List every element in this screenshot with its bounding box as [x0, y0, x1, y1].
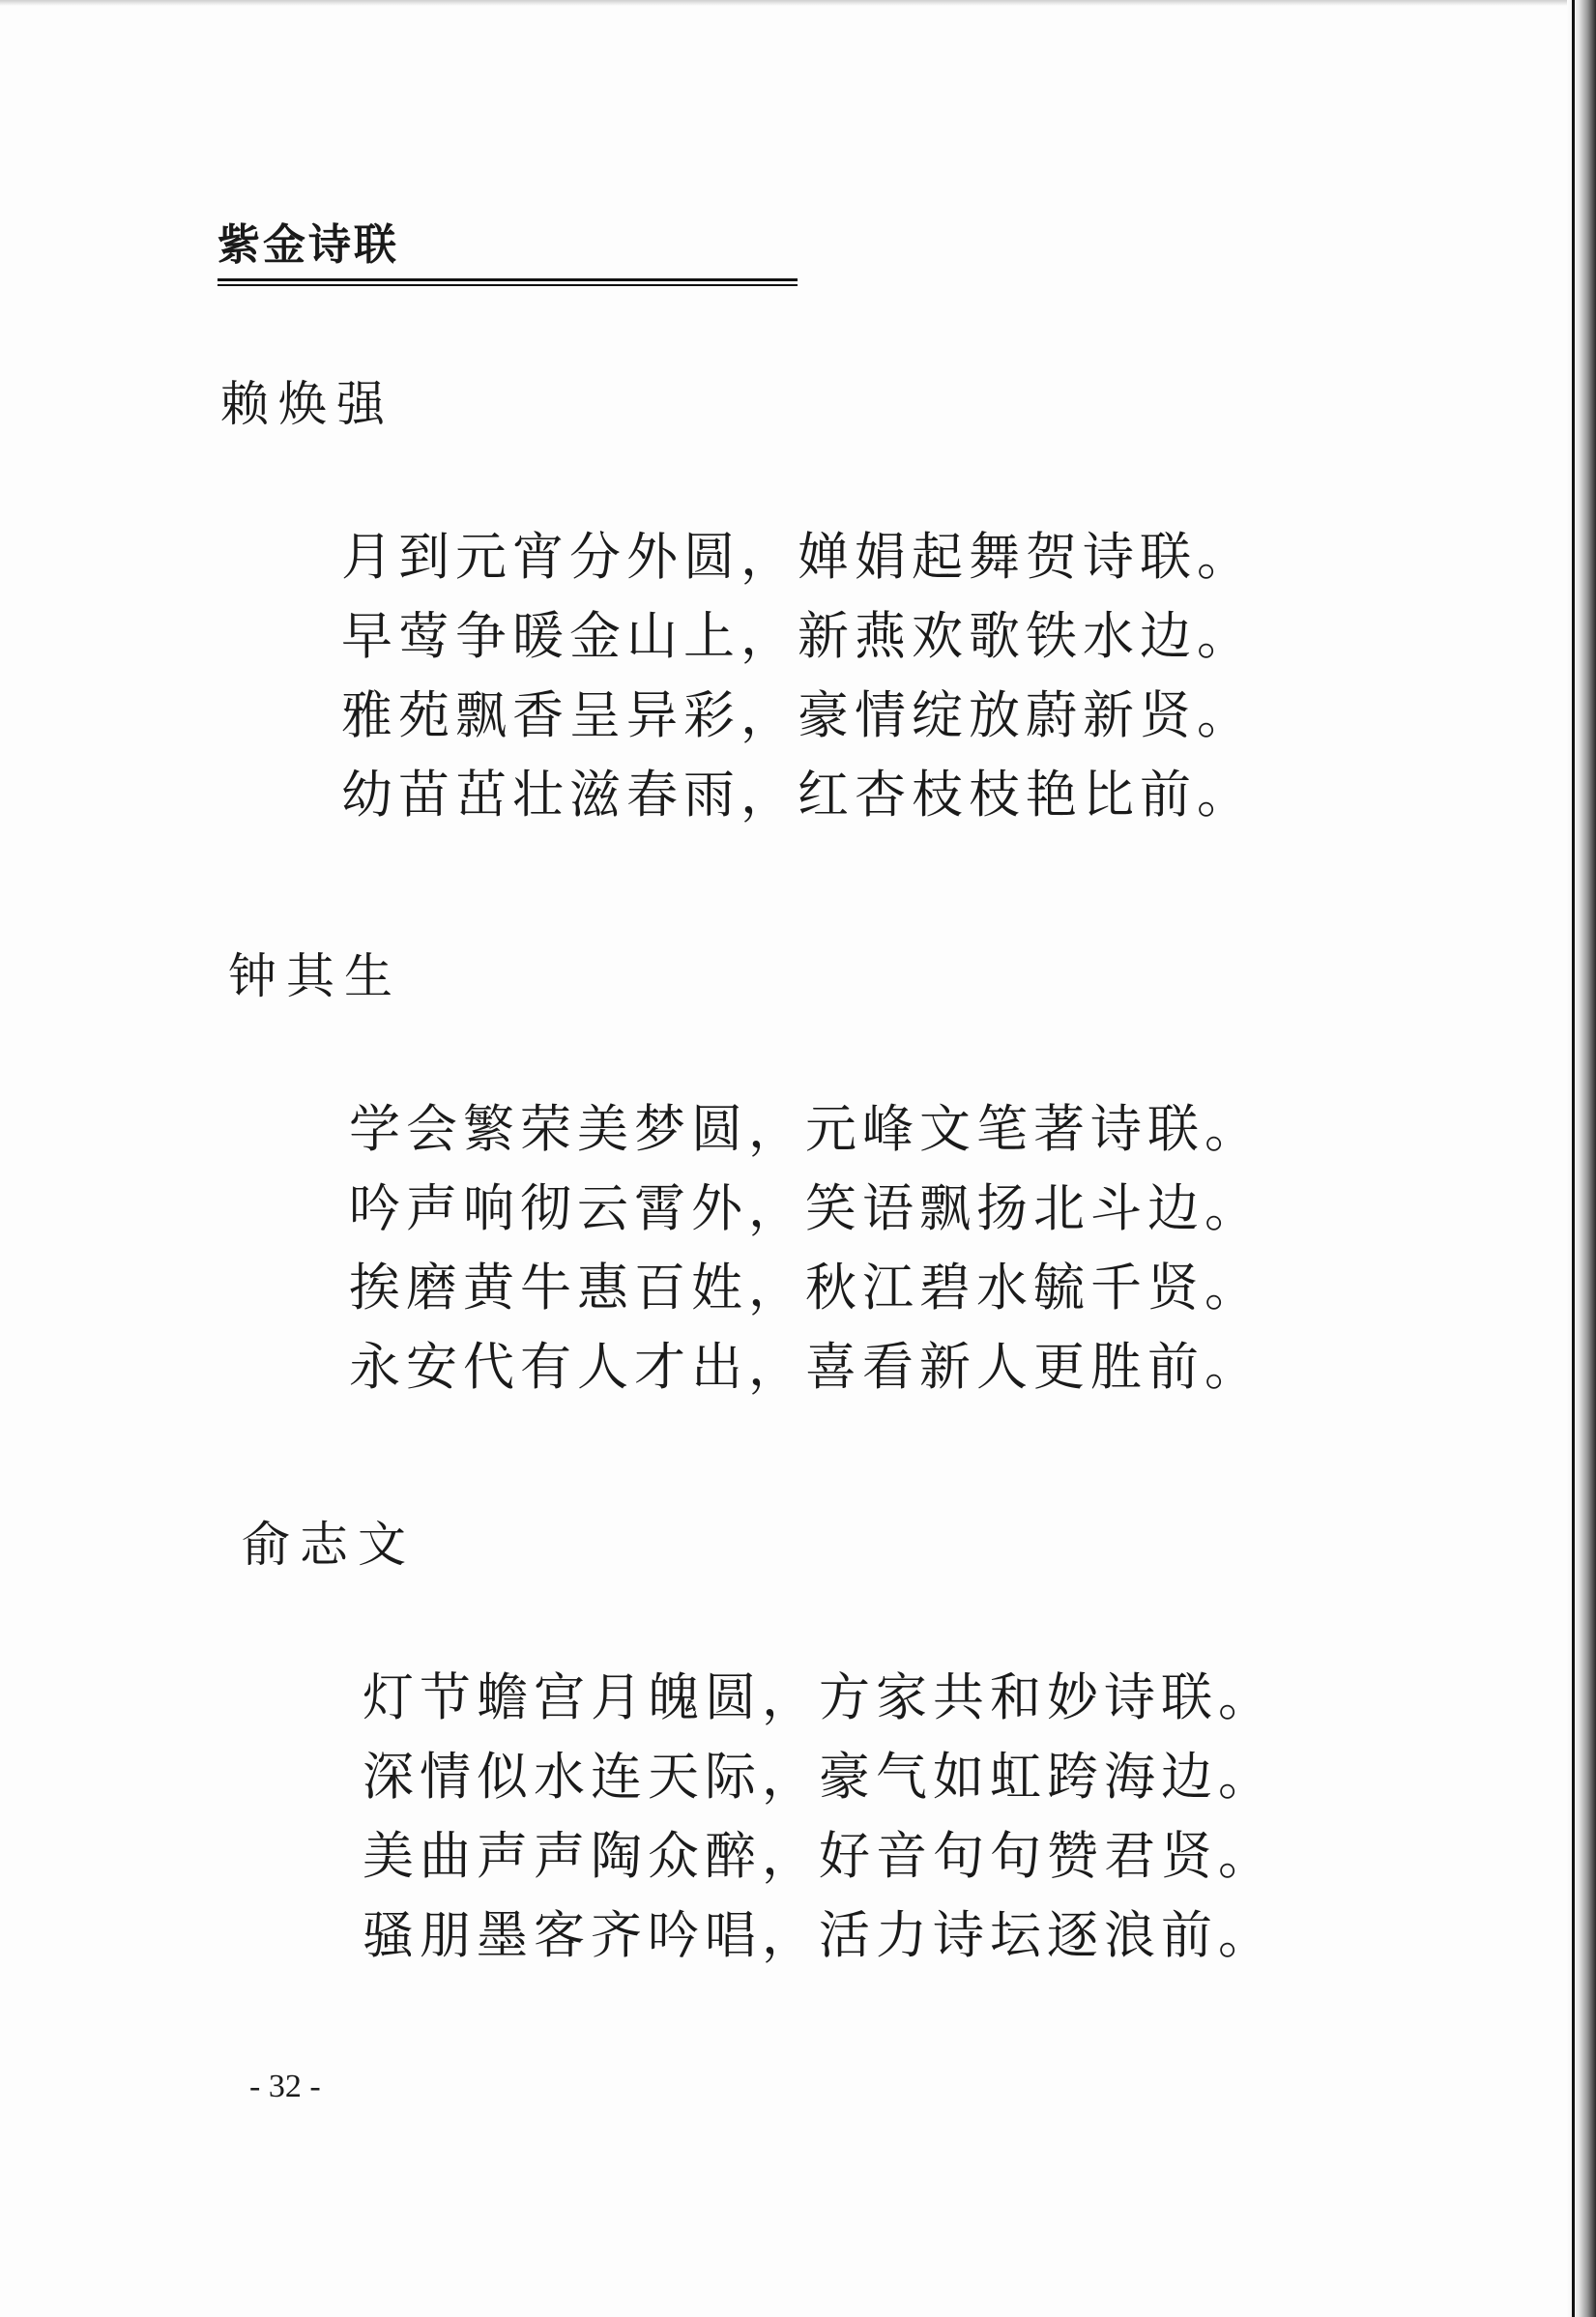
poem-block	[220, 375, 1284, 835]
running-header	[218, 220, 798, 286]
verse-line: 挨磨黄牛惠百姓，秋江碧水毓千贤。	[349, 1259, 1262, 1318]
verse-line: 永安代有人才出，喜看新人更胜前。	[349, 1338, 1262, 1397]
page-number: - 32 -	[249, 2069, 321, 2104]
verse-line: 灯节蟾宫月魄圆，方家共和妙诗联。	[363, 1668, 1275, 1727]
poem-author: 赖焕强	[220, 376, 394, 432]
header-rule	[218, 278, 798, 286]
poem-verses	[349, 1090, 1291, 1407]
verse-line: 美曲声声陶众醉，好音句句赞君贤。	[363, 1827, 1275, 1886]
verse-line: 学会繁荣美梦圆，元峰文笔著诗联。	[349, 1100, 1262, 1159]
poem-author: 钟其生	[228, 948, 402, 1004]
verse-line: 骚朋墨客齐吟唱，活力诗坛逐浪前。	[363, 1906, 1275, 1965]
verse-line: 吟声响彻云霄外，笑语飘扬北斗边。	[349, 1179, 1262, 1238]
poem-verses	[363, 1659, 1305, 1976]
verse-line: 雅苑飘香呈异彩，豪情绽放蔚新贤。	[341, 686, 1254, 745]
poem-block	[228, 947, 1291, 1407]
verse-line: 月到元宵分外圆，婵娟起舞贺诗联。	[341, 528, 1254, 587]
poem-author: 俞志文	[242, 1517, 416, 1573]
poem-block	[242, 1516, 1305, 1976]
verse-line: 早莺争暖金山上，新燕欢歌铁水边。	[341, 607, 1254, 666]
scan-right-edge-line	[1572, 0, 1575, 2317]
poem-verses	[341, 518, 1284, 835]
header-title: 紫金诗联	[218, 220, 399, 270]
verse-line: 深情似水连天际，豪气如虹跨海边。	[363, 1748, 1275, 1807]
scan-top-edge	[0, 0, 1596, 6]
verse-line: 幼苗茁壮滋春雨，红杏枝枝艳比前。	[341, 766, 1254, 825]
